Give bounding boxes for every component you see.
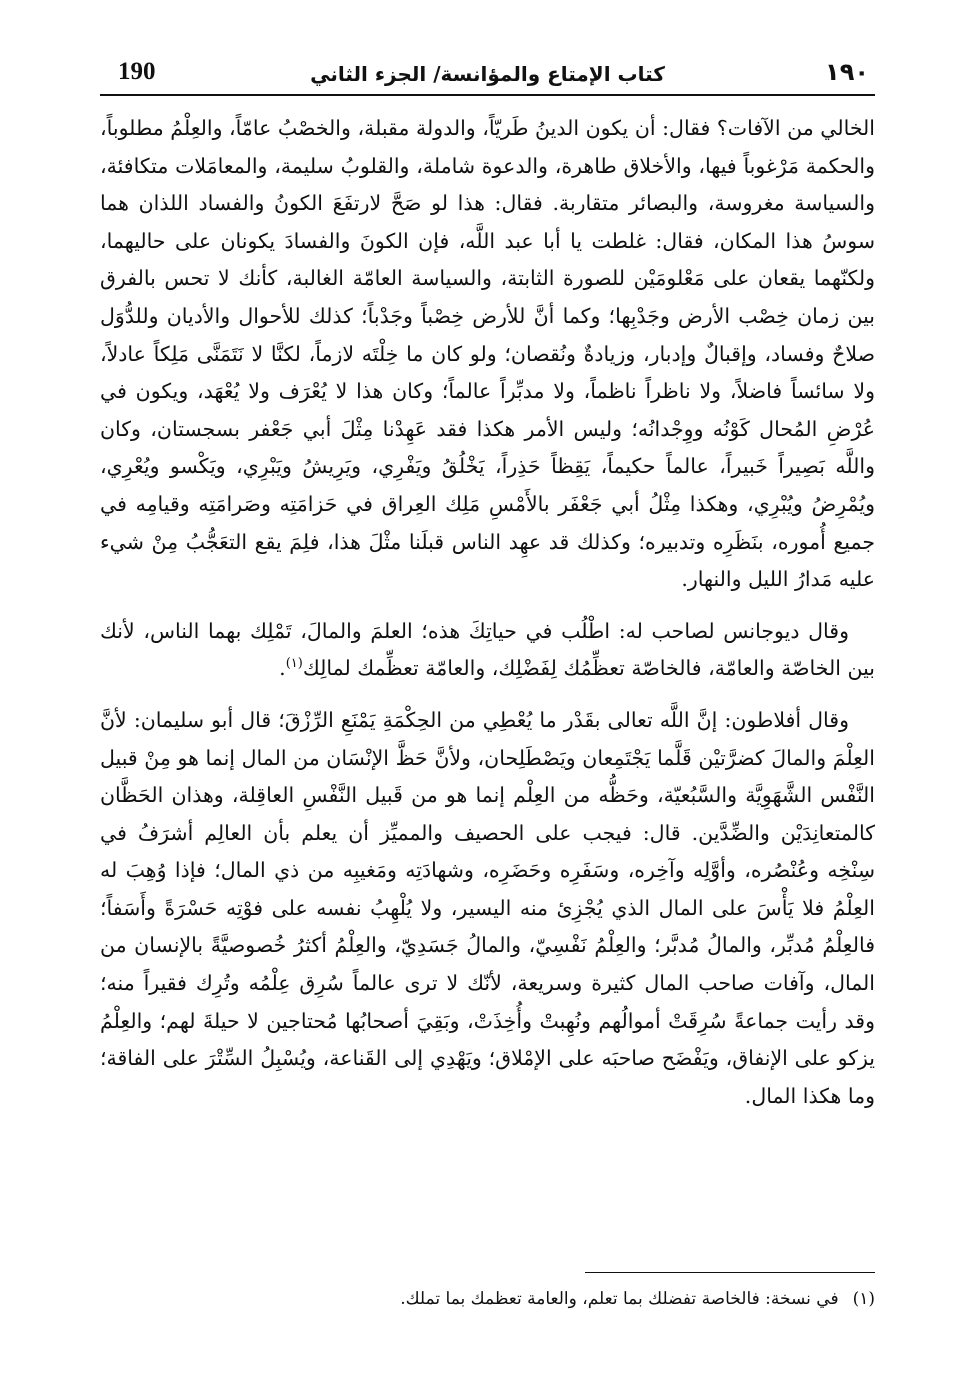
page-number-arabic: ١٩٠ [825,58,869,86]
paragraph-diogenes: وقال ديوجانس لصاحب له: اطْلُب في حياتِكَ هذه؛ العلمَ والمالَ، تَمْلِك بهما الناس، لأنك بين الخاصّة والعامّة، فالخاصّة تعظِّمُك لِفَضْلِك، والعامّة تعظِّمك لمالِك$^{(١)}$. [100,618,875,681]
paragraph-diogenes-text: وقال ديوجانس لصاحب له: اطْلُب في حياتِكَ هذه؛ العلمَ والمالَ، تَمْلِك بهما الناس، لأنك بين الخاصّة والعامّة، فالخاصّة تعظِّمُك لِفَضْلِك، والعامّة تعظِّمك لمالِك [100,618,875,681]
paragraph-plato: وقال أفلاطون: إنَّ اللَّه تعالى بقَدْر ما يُعْطِي من الحِكْمَةِ يَمْنَعِ الرِّزْقَ؛ قال أبو سليمان: لأنَّ العِلْمَ والمالَ كضرَّتيْن قَلَّما يَجْتَمِعان ويَصْطَلِحان، ولأنَّ حَظَّ الإنْسَان من المال إنما هو مِنْ قبيل النَّفْس الشَّهَوِيَّة والسَّبُعيّة، وحَظُّه من العِلْم إنما هو من قَبيل النَّفْسِ العاقِلة، وهذان الحَظَّان كالمتعانِدَيْن والضِّدَّين. قال: فيجب على الحصيف والمميِّز أن يعلم بأن العالِم أشرَفُ في سِنْخِه وعُنْصُره، وأوَّلِه وآخِره، وسَفَرِه وحَضَرِه، وشهادَتِه ومَغيبِه من ذي المال؛ فإذا وُهِبَ له العِلْمُ فلا يَأْسَ على المال الذي يُجْزِئ منه اليسير، ولا يُلْهِبُ نفسه على فوْتِه حَسْرَةً وأَسَفاً؛ فالعِلْمُ مُدبِّر، والمالُ مُدبَّر؛ والعِلْمُ نَفْسِيّ، والمالُ جَسَدِيّ، والعِلْمُ أكثرُ خُصوصيَّةً بالإنسان من المال، وآفات صاحب المال كثيرة وسريعة، لأنّك لا ترى عالماً سُرِق عِلْمُه وتُرِك فقيراً منه؛ وقد رأيت جماعةً سُرِقَتْ أموالُهم ونُهِبتْ وأُخِذَتْ، وبَقِيَ أصحابُها مُحتاجين لا حيلةَ لهم؛ والعِلْمُ يزكو على الإنفاق، ويَفْضَح صاحبَه على الإمْلاق؛ ويَهْدِي إلى القَناعة، ويُسْبِلُ السِّتْرَ على الفاقة؛ وما هكذا المال. [100,707,875,1108]
body-text [100,110,875,1115]
footnote-text: في نسخة: فالخاصة تفضلك بما تعلم، والعامة تعظمك بما تملك. [400,1289,839,1309]
page-header [100,52,875,96]
footnote-number: (١) [852,1289,875,1309]
paragraph-continued: الخالي من الآفات؟ فقال: أن يكون الدينُ طَريّاً، والدولة مقبلة، والخصْبُ عامّاً، والعِلْمُ مطلوباً، والحكمة مَرْغوباً فيها، والأخلاق طاهرة، والدعوة شاملة، والقلوبُ سليمة، والمعامَلات متكافئة، والسياسة مغروسة، والبصائر متقاربة. فقال: هذا لو صَحَّ لارتفَعَ الكونُ والفساد اللذان هما سوسُ هذا المكان، فقال: غلطت يا أبا عبد اللَّه، فإن الكونَ والفسادَ يكونان على حاليهما، ولكنّهما يقعان على مَعْلومَيْن للصورة الثابتة، والسياسة العامّة الغالبة، كأنك لا تحس بالفرق بين زمان خِصْب الأرض وجَدْبِها؛ وكما أنَّ للأرض خِصْباً وجَدْباً؛ كذلك للأحوال والأديان وللدُّوَل صلاحٌ وفساد، وإقبالٌ وإدبار، وزيادةٌ ونُقصان؛ ولو كان ما خِلْتَه لازماً، لكنَّا لا نَتَمَنَّى مَلِكاً عادلاً، ولا سائساً فاضلاً، ولا ناظراً ناظماً، ولا مدبِّراً عالماً؛ وكان هذا لا يُعْرَف ولا يُعْهَد، ويكون في عُرْضِ المُحال كَوْنُه ووِجْدانُه؛ وليس الأمر هكذا فقد عَهِدْنا مِثْلَ أبي جَعْفر بسجستان، وكان واللَّه بَصِيراً خَبيراً، عالماً حكيماً، يَقِظاً حَذِراً، يَخْلُقُ ويَفْرِي، ويَرِيشُ ويَبْرِي، ويَكْسو ويُعْرِي، ويُمْرِضُ ويُبْرِي، وهكذا مِثْلُ أبي جَعْفَر بالأَمْسِ مَلِك العِراق في حَزامَتِه وصَرامَتِه وقيامِه في جميع أُموره، بنَظَرِه وتدبيره؛ وكذلك قد عهِد الناس قبلَنا مثْلَ هذا، فلِمَ يقع التعَجُّبُ مِنْ شيء عليه مَدارُ الليل والنهار. [100,116,875,592]
page-number-latin: 190 [118,58,156,85]
footnote [100,1284,875,1314]
footnote-reference[interactable]: (١) [285,656,303,672]
footnote-divider [585,1272,875,1273]
running-title: كتاب الإمتاع والمؤانسة/ الجزء الثاني [310,62,665,86]
